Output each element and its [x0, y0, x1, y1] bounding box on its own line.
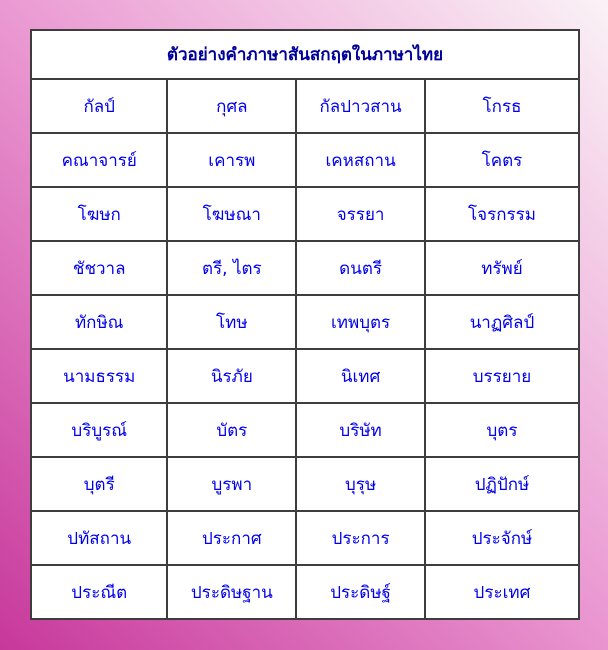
table-row [31, 295, 579, 349]
word-cell: บริบูรณ์ [31, 403, 167, 457]
word-cell: กัลปาวสาน [296, 79, 425, 133]
word-cell: บุรุษ [296, 457, 425, 511]
table-row [31, 565, 579, 619]
word-cell: นามธรรม [31, 349, 167, 403]
word-cell: โกรธ [425, 79, 579, 133]
word-cell: คณาจารย์ [31, 133, 167, 187]
table-title: ตัวอย่างคำภาษาสันสกฤตในภาษาไทย [31, 30, 579, 79]
word-cell: ทรัพย์ [425, 241, 579, 295]
word-cell: นิเทศ [296, 349, 425, 403]
word-cell: โทษ [167, 295, 296, 349]
word-cell: ทักษิณ [31, 295, 167, 349]
word-cell: ประกาศ [167, 511, 296, 565]
word-cell: บริษัท [296, 403, 425, 457]
word-cell: เคารพ [167, 133, 296, 187]
word-cell: ตรี, ไตร [167, 241, 296, 295]
word-cell: เคหสถาน [296, 133, 425, 187]
table-row [31, 133, 579, 187]
word-cell: ดนตรี [296, 241, 425, 295]
table-row [31, 241, 579, 295]
word-cell: ประดิษฐ์ [296, 565, 425, 619]
table-title-row [31, 30, 579, 79]
word-cell: ประณีต [31, 565, 167, 619]
word-cell: โคตร [425, 133, 579, 187]
word-cell: เทพบุตร [296, 295, 425, 349]
word-cell: ประดิษฐาน [167, 565, 296, 619]
sanskrit-words-table [30, 29, 580, 620]
table-row [31, 403, 579, 457]
table-row [31, 457, 579, 511]
word-cell: ชัชวาล [31, 241, 167, 295]
word-cell: กุศล [167, 79, 296, 133]
word-cell: ประเทศ [425, 565, 579, 619]
word-cell: ปฏิปักษ์ [425, 457, 579, 511]
word-cell: บูรพา [167, 457, 296, 511]
word-cell: โจรกรรม [425, 187, 579, 241]
word-cell: ปทัสถาน [31, 511, 167, 565]
word-cell: โฆษณา [167, 187, 296, 241]
table-row [31, 187, 579, 241]
word-cell: นาฏศิลป์ [425, 295, 579, 349]
word-cell: บุตรี [31, 457, 167, 511]
word-cell: กัลป์ [31, 79, 167, 133]
word-cell: บุตร [425, 403, 579, 457]
table-row [31, 349, 579, 403]
word-cell: จรรยา [296, 187, 425, 241]
table-body [31, 79, 579, 619]
table-row [31, 79, 579, 133]
word-cell: นิรภัย [167, 349, 296, 403]
word-cell: บัตร [167, 403, 296, 457]
word-cell: ประจักษ์ [425, 511, 579, 565]
word-cell: โฆษก [31, 187, 167, 241]
word-cell: บรรยาย [425, 349, 579, 403]
word-cell: ประการ [296, 511, 425, 565]
table-row [31, 511, 579, 565]
